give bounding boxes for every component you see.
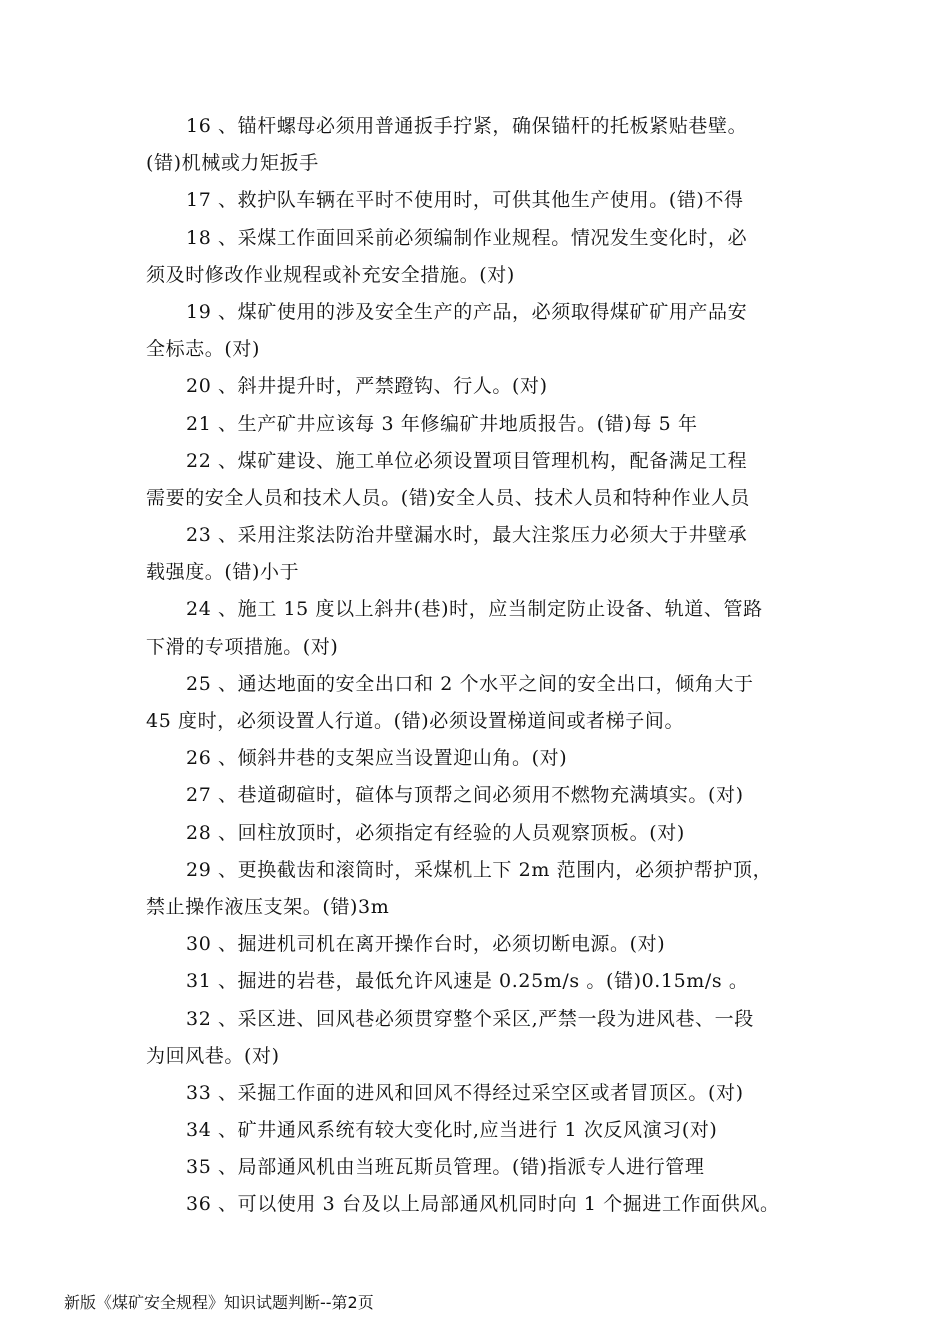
text-line: 33 、采掘工作面的进风和回风不得经过采空区或者冒顶区。(对) (186, 1081, 744, 1104)
text-line: 34 、矿井通风系统有较大变化时,应当进行 1 次反风演习(对) (186, 1119, 718, 1142)
text-line: 载强度。(错)小于 (146, 561, 300, 584)
text-line: 16 、锚杆螺母必须用普通扳手拧紧，确保锚杆的托板紧贴巷壁。 (186, 115, 748, 137)
text-line: 需要的安全人员和技术人员。(错)安全人员、技术人员和特种作业人员 (146, 486, 751, 509)
text-line: 26 、倾斜井巷的支架应当设置迎山角。(对) (186, 747, 568, 770)
text-line: 32 、采区进、回风巷必须贯穿整个采区,严禁一段为进风巷、一段 (186, 1007, 754, 1030)
text-line: 30 、掘进机司机在离开操作台时，必须切断电源。(对) (186, 933, 666, 956)
page-footer: 新版《煤矿安全规程》知识试题判断--第2页 (64, 1293, 374, 1312)
text-line: 24 、施工 15 度以上斜井(巷)时，应当制定防止设备、轨道、管路 (186, 598, 763, 621)
text-line: 19 、煤矿使用的涉及安全生产的产品，必须取得煤矿矿用产品安 (186, 300, 748, 323)
text-line: 31 、掘进的岩巷，最低允许风速是 0.25m/s 。(错)0.15m/s 。 (186, 970, 749, 993)
text-line: 23 、采用注浆法防治井壁漏水时，最大注浆压力必须大于井壁承 (186, 524, 748, 547)
text-line: 36 、可以使用 3 台及以上局部通风机同时向 1 个掘进工作面供风。 (186, 1193, 780, 1216)
text-line: 20 、斜井提升时，严禁蹬钩、行人。(对) (186, 375, 548, 398)
text-line: 18 、采煤工作面回采前必须编制作业规程。情况发生变化时，必 (186, 226, 748, 249)
text-line: 须及时修改作业规程或补充安全措施。(对) (146, 263, 515, 286)
text-line: 28 、回柱放顶时，必须指定有经验的人员观察顶板。(对) (186, 821, 685, 844)
text-line: 21 、生产矿井应该每 3 年修编矿井地质报告。(错)每 5 年 (186, 412, 698, 435)
document-body (146, 108, 816, 1224)
text-line: 下滑的专项措施。(对) (146, 635, 339, 658)
text-line: 25 、通达地面的安全出口和 2 个水平之间的安全出口，倾角大于 (186, 672, 754, 695)
text-line: 为回风巷。(对) (146, 1044, 280, 1067)
text-line: 17 、救护队车辆在平时不使用时，可供其他生产使用。(错)不得 (186, 189, 744, 212)
text-line: 27 、巷道砌碹时，碹体与顶帮之间必须用不燃物充满填实。(对) (186, 784, 744, 807)
text-line: 禁止操作液压支架。(错)3m (146, 895, 390, 918)
text-line: 29 、更换截齿和滚筒时，采煤机上下 2m 范围内，必须护帮护顶， (186, 858, 773, 881)
text-line: 35 、局部通风机由当班瓦斯员管理。(错)指派专人进行管理 (186, 1156, 705, 1179)
text-line: 45 度时，必须设置人行道。(错)必须设置梯道间或者梯子间。 (146, 710, 685, 732)
text-line: (错)机械或力矩扳手 (146, 152, 319, 175)
text-line: 全标志。(对) (146, 338, 261, 361)
text-line: 22 、煤矿建设、施工单位必须设置项目管理机构，配备满足工程 (186, 449, 748, 472)
